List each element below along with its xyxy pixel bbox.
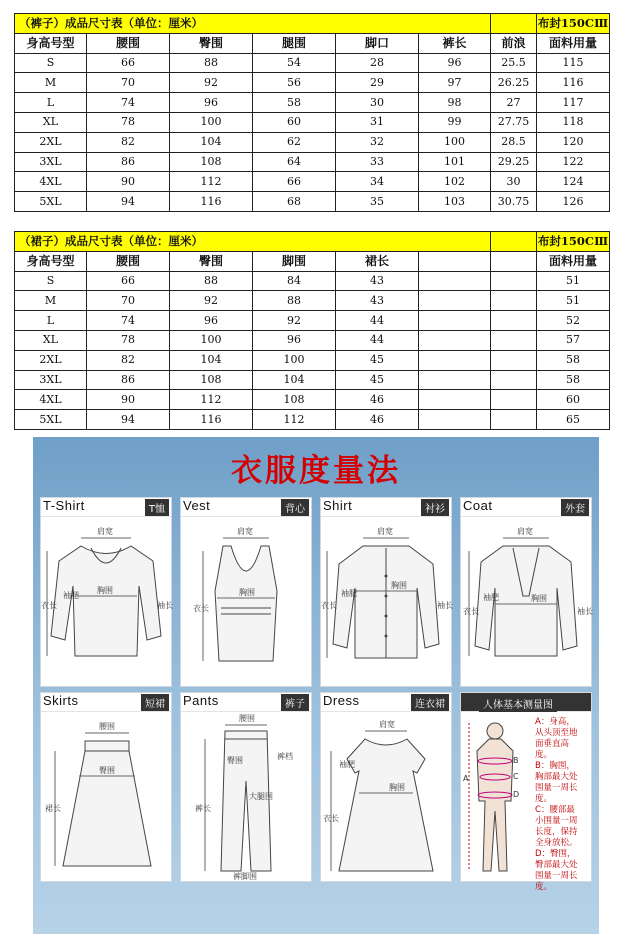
note-b: B：胸围，胸部最大处围量一周长度。 bbox=[535, 761, 578, 804]
table-cell: 74 bbox=[87, 93, 170, 113]
skirt-header-row bbox=[15, 251, 610, 271]
skirt-table-title-row bbox=[15, 232, 610, 252]
label-length: 衣长 bbox=[323, 814, 339, 823]
card-title-en: T-Shirt bbox=[43, 498, 85, 513]
table-cell: 70 bbox=[87, 73, 170, 93]
label-sleeve-length: 袖长 bbox=[577, 607, 593, 616]
table-cell: 108 bbox=[170, 370, 253, 390]
table-row bbox=[15, 410, 610, 430]
table-row bbox=[15, 291, 610, 311]
table-cell: 58 bbox=[537, 370, 610, 390]
pants-title-blank bbox=[491, 14, 537, 34]
table-cell: 90 bbox=[87, 390, 170, 410]
label-shoulder: 肩宽 bbox=[379, 720, 395, 729]
skirts-card bbox=[40, 692, 172, 882]
label-sleeve-width: 袖肥 bbox=[341, 589, 357, 598]
table-cell: 94 bbox=[87, 410, 170, 430]
table-row bbox=[15, 152, 610, 172]
label-chest: 胸围 bbox=[239, 588, 255, 597]
body-diagram bbox=[461, 711, 541, 881]
table-cell bbox=[491, 271, 537, 291]
table-cell bbox=[419, 271, 491, 291]
label-length: 衣长 bbox=[463, 607, 479, 616]
note-c: C：腰部最小围量一周长度，保持全身放松。 bbox=[535, 805, 578, 848]
label-shoulder: 肩宽 bbox=[517, 527, 533, 536]
marker-c: C bbox=[513, 772, 519, 781]
table-cell: 57 bbox=[537, 330, 610, 350]
dress-card bbox=[320, 692, 452, 882]
table-cell: 34 bbox=[336, 172, 419, 192]
col-header: 脚口 bbox=[336, 33, 419, 53]
label-thigh: 大腿围 bbox=[249, 792, 273, 801]
col-header: 面料用量 bbox=[537, 33, 610, 53]
pants-diagram bbox=[181, 711, 311, 881]
col-header: 腿围 bbox=[253, 33, 336, 53]
table-cell: 30.75 bbox=[491, 192, 537, 212]
col-header: 臀围 bbox=[170, 251, 253, 271]
label-length: 衣长 bbox=[321, 601, 337, 610]
card-title-cn: 人体基本测量图 bbox=[479, 695, 557, 712]
table-cell: 86 bbox=[87, 370, 170, 390]
table-cell: 58 bbox=[253, 93, 336, 113]
guide-title: 衣服度量法 bbox=[231, 453, 401, 489]
col-header: 身高号型 bbox=[15, 251, 87, 271]
table-cell: 94 bbox=[87, 192, 170, 212]
table-cell: 65 bbox=[537, 410, 610, 430]
col-header: 裤长 bbox=[419, 33, 491, 53]
card-title-en: Dress bbox=[323, 693, 360, 708]
table-cell: 103 bbox=[419, 192, 491, 212]
table-cell: 31 bbox=[336, 112, 419, 132]
table-cell bbox=[419, 390, 491, 410]
table-cell: 56 bbox=[253, 73, 336, 93]
card-title-cn: 裤子 bbox=[281, 694, 309, 711]
col-header: 身高号型 bbox=[15, 33, 87, 53]
table-cell: 25.5 bbox=[491, 53, 537, 73]
table-cell bbox=[419, 350, 491, 370]
table-cell: S bbox=[15, 271, 87, 291]
coat-diagram bbox=[461, 516, 591, 686]
table-row bbox=[15, 271, 610, 291]
col-header: 面料用量 bbox=[537, 251, 610, 271]
table-row bbox=[15, 390, 610, 410]
table-cell: 118 bbox=[537, 112, 610, 132]
table-cell: 122 bbox=[537, 152, 610, 172]
col-header: 脚围 bbox=[253, 251, 336, 271]
col-header: 前浪 bbox=[491, 33, 537, 53]
table-cell bbox=[491, 311, 537, 331]
skirt-title-blank bbox=[491, 232, 537, 252]
table-cell: 92 bbox=[170, 73, 253, 93]
table-cell: 46 bbox=[336, 410, 419, 430]
table-row bbox=[15, 350, 610, 370]
table-cell: 104 bbox=[170, 132, 253, 152]
table-cell: 35 bbox=[336, 192, 419, 212]
table-cell: 45 bbox=[336, 350, 419, 370]
table-cell: 100 bbox=[170, 112, 253, 132]
table-cell: 3XL bbox=[15, 370, 87, 390]
dress-diagram bbox=[321, 711, 451, 881]
skirt-table-body bbox=[15, 271, 610, 429]
table-cell: 112 bbox=[170, 390, 253, 410]
table-cell: 32 bbox=[336, 132, 419, 152]
card-title-en: Skirts bbox=[43, 693, 79, 708]
card-title-cn: 短裙 bbox=[141, 694, 169, 711]
label-hip: 臀围 bbox=[227, 756, 243, 765]
card-title-cn: 衬衫 bbox=[421, 499, 449, 516]
label-length: 衣长 bbox=[193, 604, 209, 613]
table-cell: 96 bbox=[170, 311, 253, 331]
table-cell: 78 bbox=[87, 330, 170, 350]
col-header: 腰围 bbox=[87, 251, 170, 271]
coat-card bbox=[460, 497, 592, 687]
body-notes bbox=[535, 717, 583, 893]
pants-card bbox=[180, 692, 312, 882]
table-cell: 4XL bbox=[15, 172, 87, 192]
table-row bbox=[15, 192, 610, 212]
label-chest: 胸围 bbox=[391, 581, 407, 590]
table-cell: 96 bbox=[170, 93, 253, 113]
table-cell: 117 bbox=[537, 93, 610, 113]
table-cell: 97 bbox=[419, 73, 491, 93]
table-cell: 68 bbox=[253, 192, 336, 212]
table-cell: 99 bbox=[419, 112, 491, 132]
table-cell: 66 bbox=[87, 271, 170, 291]
table-row bbox=[15, 330, 610, 350]
table-cell: 60 bbox=[537, 390, 610, 410]
table-cell: 112 bbox=[253, 410, 336, 430]
marker-b: B bbox=[513, 756, 519, 765]
table-cell: 88 bbox=[170, 53, 253, 73]
table-cell: 88 bbox=[253, 291, 336, 311]
table-cell: 4XL bbox=[15, 390, 87, 410]
vest-diagram bbox=[181, 516, 311, 686]
label-chest: 胸围 bbox=[389, 783, 405, 792]
table-cell: 100 bbox=[419, 132, 491, 152]
table-cell: 5XL bbox=[15, 192, 87, 212]
table-row bbox=[15, 93, 610, 113]
pants-table-title-row bbox=[15, 14, 610, 34]
table-cell: 54 bbox=[253, 53, 336, 73]
table-cell: 51 bbox=[537, 291, 610, 311]
table-cell: 43 bbox=[336, 271, 419, 291]
table-cell: 46 bbox=[336, 390, 419, 410]
card-title-en: Vest bbox=[183, 498, 211, 513]
table-cell bbox=[419, 370, 491, 390]
measurement-guide-panel bbox=[33, 437, 599, 934]
marker-a: A bbox=[463, 774, 469, 783]
table-cell bbox=[419, 291, 491, 311]
table-cell: 30 bbox=[336, 93, 419, 113]
table-cell: 120 bbox=[537, 132, 610, 152]
note-d: D：臀围，臀部最大处围量一周长度。 bbox=[535, 849, 578, 892]
table-cell: 96 bbox=[253, 330, 336, 350]
table-cell bbox=[491, 330, 537, 350]
table-cell: 66 bbox=[253, 172, 336, 192]
table-cell: 28 bbox=[336, 53, 419, 73]
table-cell: 82 bbox=[87, 132, 170, 152]
skirt-table-title: （裙子）成品尺寸表（单位：厘米） bbox=[15, 232, 491, 252]
table-cell: 60 bbox=[253, 112, 336, 132]
label-chest: 胸围 bbox=[531, 594, 547, 603]
table-cell: 116 bbox=[170, 192, 253, 212]
label-chest: 胸围 bbox=[97, 586, 113, 595]
card-title-cn: 背心 bbox=[281, 499, 309, 516]
col-header: 裙长 bbox=[336, 251, 419, 271]
pants-header-row bbox=[15, 33, 610, 53]
table-cell: 126 bbox=[537, 192, 610, 212]
col-header bbox=[419, 251, 491, 271]
table-cell: 27.75 bbox=[491, 112, 537, 132]
table-cell: 62 bbox=[253, 132, 336, 152]
card-title-en: Pants bbox=[183, 693, 219, 708]
table-cell bbox=[491, 350, 537, 370]
table-cell: 115 bbox=[537, 53, 610, 73]
col-header: 腰围 bbox=[87, 33, 170, 53]
table-cell: XL bbox=[15, 330, 87, 350]
table-cell: M bbox=[15, 291, 87, 311]
label-crotch: 裤档 bbox=[277, 752, 293, 761]
table-cell: 33 bbox=[336, 152, 419, 172]
table-cell: 44 bbox=[336, 311, 419, 331]
label-length: 裤长 bbox=[195, 804, 211, 813]
table-cell: 104 bbox=[170, 350, 253, 370]
table-row bbox=[15, 172, 610, 192]
table-cell: 88 bbox=[170, 271, 253, 291]
table-cell: 92 bbox=[253, 311, 336, 331]
table-cell bbox=[491, 390, 537, 410]
table-cell: 29 bbox=[336, 73, 419, 93]
table-row bbox=[15, 132, 610, 152]
table-row bbox=[15, 53, 610, 73]
table-cell: 58 bbox=[537, 350, 610, 370]
table-cell: XL bbox=[15, 112, 87, 132]
table-cell: M bbox=[15, 73, 87, 93]
skirt-diagram bbox=[41, 711, 171, 881]
label-shoulder: 肩宽 bbox=[237, 527, 253, 536]
label-length: 裙长 bbox=[45, 804, 61, 813]
table-cell: 112 bbox=[170, 172, 253, 192]
tshirt-card bbox=[40, 497, 172, 687]
label-shoulder: 肩宽 bbox=[97, 527, 113, 536]
pants-fabric-label: 布封150CⅢ bbox=[537, 14, 610, 34]
label-hem: 裤脚围 bbox=[233, 872, 257, 881]
label-shoulder: 肩宽 bbox=[377, 527, 393, 536]
table-cell bbox=[419, 410, 491, 430]
table-cell: 101 bbox=[419, 152, 491, 172]
label-length: 衣长 bbox=[41, 601, 57, 610]
marker-d: D bbox=[513, 790, 520, 799]
table-cell: 82 bbox=[87, 350, 170, 370]
label-hip: 臀围 bbox=[99, 766, 115, 775]
table-cell: 92 bbox=[170, 291, 253, 311]
table-cell: 108 bbox=[170, 152, 253, 172]
table-cell: S bbox=[15, 53, 87, 73]
body-measure-card bbox=[460, 692, 592, 892]
table-cell bbox=[491, 370, 537, 390]
table-cell: 45 bbox=[336, 370, 419, 390]
table-cell: 3XL bbox=[15, 152, 87, 172]
table-cell bbox=[491, 291, 537, 311]
pants-table-title: （裤子）成品尺寸表（单位：厘米） bbox=[15, 14, 491, 34]
skirt-fabric-label: 布封150CⅢ bbox=[537, 232, 610, 252]
card-title-en: Shirt bbox=[323, 498, 353, 513]
table-cell: 116 bbox=[537, 73, 610, 93]
table-cell: 90 bbox=[87, 172, 170, 192]
table-cell bbox=[419, 330, 491, 350]
table-cell: 98 bbox=[419, 93, 491, 113]
shirt-diagram bbox=[321, 516, 451, 686]
table-row bbox=[15, 112, 610, 132]
table-cell: 29.25 bbox=[491, 152, 537, 172]
table-cell: 66 bbox=[87, 53, 170, 73]
table-cell: 28.5 bbox=[491, 132, 537, 152]
table-cell: 116 bbox=[170, 410, 253, 430]
table-cell: 51 bbox=[537, 271, 610, 291]
table-cell: 86 bbox=[87, 152, 170, 172]
table-cell: 102 bbox=[419, 172, 491, 192]
table-cell: 44 bbox=[336, 330, 419, 350]
table-cell: 26.25 bbox=[491, 73, 537, 93]
shirt-card bbox=[320, 497, 452, 687]
table-cell: 78 bbox=[87, 112, 170, 132]
table-cell: 100 bbox=[253, 350, 336, 370]
table-cell: 100 bbox=[170, 330, 253, 350]
card-title-cn: 连衣裙 bbox=[411, 694, 449, 711]
vest-card bbox=[180, 497, 312, 687]
skirt-size-table bbox=[14, 231, 610, 430]
table-cell: 2XL bbox=[15, 132, 87, 152]
table-cell: 64 bbox=[253, 152, 336, 172]
table-cell: 104 bbox=[253, 370, 336, 390]
label-sleeve-width: 袖肥 bbox=[63, 591, 79, 600]
table-cell: L bbox=[15, 93, 87, 113]
table-row bbox=[15, 73, 610, 93]
col-header: 臀围 bbox=[170, 33, 253, 53]
table-cell: 70 bbox=[87, 291, 170, 311]
table-cell: 74 bbox=[87, 311, 170, 331]
card-title-cn: T恤 bbox=[145, 499, 169, 516]
table-cell: 30 bbox=[491, 172, 537, 192]
label-sleeve-length: 袖长 bbox=[157, 601, 173, 610]
label-sleeve-width: 袖肥 bbox=[339, 760, 355, 769]
table-cell: 5XL bbox=[15, 410, 87, 430]
label-waist: 腰围 bbox=[99, 722, 115, 731]
table-row bbox=[15, 311, 610, 331]
table-cell: 84 bbox=[253, 271, 336, 291]
label-sleeve-width: 袖肥 bbox=[483, 593, 499, 602]
card-title-cn: 外套 bbox=[561, 499, 589, 516]
table-cell bbox=[491, 410, 537, 430]
label-sleeve-length: 袖长 bbox=[437, 601, 453, 610]
tshirt-diagram bbox=[41, 516, 171, 686]
pants-size-table bbox=[14, 13, 610, 212]
label-waist: 腰围 bbox=[239, 714, 255, 723]
table-cell bbox=[419, 311, 491, 331]
table-cell: 43 bbox=[336, 291, 419, 311]
table-cell: 2XL bbox=[15, 350, 87, 370]
table-cell: 108 bbox=[253, 390, 336, 410]
card-title-en: Coat bbox=[463, 498, 493, 513]
table-cell: L bbox=[15, 311, 87, 331]
table-cell: 124 bbox=[537, 172, 610, 192]
col-header bbox=[491, 251, 537, 271]
table-row bbox=[15, 370, 610, 390]
pants-table-body bbox=[15, 53, 610, 211]
table-cell: 52 bbox=[537, 311, 610, 331]
table-cell: 27 bbox=[491, 93, 537, 113]
table-cell: 96 bbox=[419, 53, 491, 73]
note-a: A：身高，从头顶至地面垂直高度。 bbox=[535, 717, 578, 760]
